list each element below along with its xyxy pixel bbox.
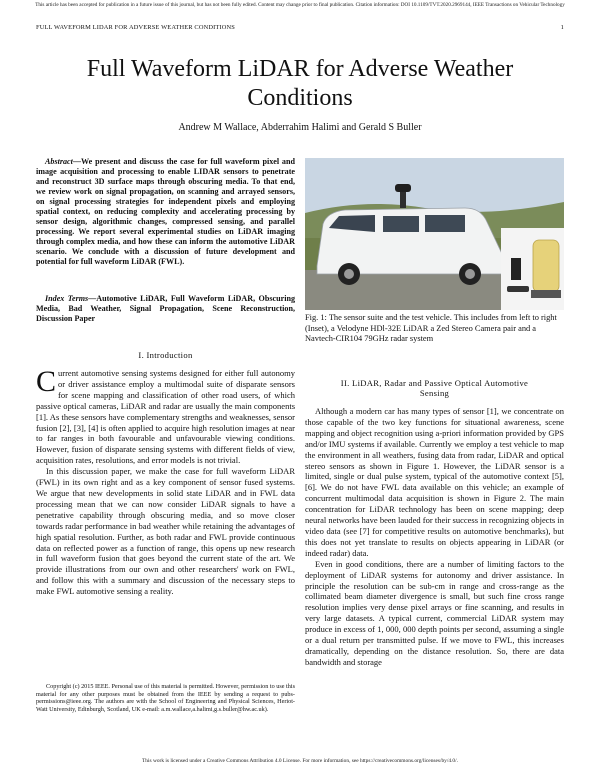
van-window bbox=[383, 216, 419, 232]
accepted-notice: This article has been accepted for publication in a future issue of this journal, but has not been fully edited. Content may change prior to final publication. Citation information: DOI 10.1109/TVT.2020.2969144, IEEE Transactions on Vehicular Technology bbox=[35, 2, 565, 8]
index-terms-label: Index Terms bbox=[45, 294, 89, 303]
section-1-heading: I. Introduction bbox=[138, 350, 193, 360]
copyright-note: Copyright (c) 2015 IEEE. Personal use of this material is permitted. However, permission to use this material for any other purposes must be obtained from the IEEE by sending a request to pubs-permissions@ieee.org. The authors are with the School of Engineering and Physical Sciences, Heriot-Watt University, Edinburgh, Scotland, UK e-mail: a.m.wallace,a.halimi,g.s.buller@hw.ac.uk). bbox=[36, 683, 295, 714]
abstract bbox=[36, 157, 295, 267]
license-footer: This work is licensed under a Creative Commons Attribution 4.0 License. For more information, see https://creativecommons.org/licenses/by/4.0/. bbox=[142, 758, 458, 764]
intro-paragraph-2: In this discussion paper, we make the case for full waveform LiDAR (FWL) in its own right and as a key component of sensor fused systems. We argue that new developments in solid state LiDAR and in FWL data processing mean that we can now consider LiDAR signals to have a penetrative capability through obscuring media, and so move closer towards radar performance in bad weather while retaining the advantages of high spatial resolution. Further, as both radar and FWL provide continuous data on reflected power as a function of range, this opens up new research in full waveform fusion that goes beyond the current state of the art. We provide illustrations from our own and other researchers' work on FWL, and follow this with a summary and discussion of the necessary steps to make FWL automotive sensing a reality. bbox=[36, 466, 295, 597]
running-header bbox=[36, 24, 564, 31]
running-title: FULL WAVEFORM LIDAR FOR ADVERSE WEATHER CONDITIONS bbox=[36, 24, 235, 31]
vehicle-photo-illustration bbox=[305, 158, 564, 310]
section-2-paragraph-2: Even in good conditions, there are a number of limiting factors to the deployment of LiDAR systems for autonomy and driver assistance. In principle the resolution can be sub-cm in range and cross-range as the collimated beam diameter divergence is small, but such fine cross range resolution implies very dense pixel arrays or fine scanning, and results in very large datasets. A typical current, commercial LiDAR system may produce in excess of 1, 000, 000 depth points per second, assuming a single or a dual return per transmitted pulse. If we move to FWL, this increases dramatically, depending on the distance resolution. So, there are data bandwidth and storage bbox=[305, 558, 564, 667]
paper-title: Full Waveform LiDAR for Adverse Weather Conditions bbox=[86, 56, 514, 111]
section-1-body bbox=[36, 365, 295, 597]
roof-lidar-mast bbox=[400, 190, 406, 208]
section-2-body bbox=[305, 406, 564, 668]
drop-cap: C bbox=[36, 365, 57, 398]
velodyne-lidar bbox=[511, 258, 521, 280]
figure-caption: Fig. 1: The sensor suite and the test vehicle. This includes from left to right (Inset), a Velodyne HDl-32E LiDAR a Zed Stereo Camera pair and a Navtech-CIR104 79GHz radar system bbox=[305, 313, 557, 344]
roof-lidar bbox=[395, 184, 411, 192]
abstract-label: Abstract bbox=[45, 157, 73, 166]
section-2-paragraph-1: Although a modern car has many types of sensor [1], we concentrate on those capable of the two key functions for situational awareness, scene mapping and object recognition using a-priori information provided by GPS and/or IMU systems if available. Currently we employ a test vehicle to map the environment in all weathers, fusing data from radar, LiDAR and optical stereo sensors as shown in Figure 1. However, the LiDAR sensor is a limited, single or dual pulse system, typical of the automotive context [5], [6]. We do not have FWL data available on this vehicle; an example of concurrent multimodal data acquisition is shown in Figure 2. The main concentration for LiDAR technology has been on scene mapping; deep neural networks have been lauded for their success in recognizing objects in video data (see [7] for competitive results on automotive benchmarks), but this does not yet translate to results on objects appearing in LiDAR (or indeed radar) data. bbox=[305, 406, 564, 558]
section-2-heading-line-2: Sensing bbox=[419, 388, 450, 398]
index-terms bbox=[36, 294, 295, 324]
van-rear-window bbox=[425, 215, 465, 232]
intro-paragraph-1: urrent automotive sensing systems designed for either full autonomy or driver assistance employ a multimodal suite of disparate sensors for scene mapping and classification of other road users, of which passive optical cameras, LiDAR and radar are usually the main components [1]. As these sensors have complementary strengths and weaknesses, sensor fusion [2], [3], [4] is often applied to acquire high resolution images at near to far ranges in both favourable and unfavourable viewing conditions. However, fusion of disparate sensing systems with different fields of view, acquisition rates, resolutions, and error models is not trivial. bbox=[36, 368, 295, 466]
index-terms-text: —Automotive LiDAR, Full Waveform LiDAR, Obscuring Media, Bad Weather, Signal Propagation, Scene Reconstruction, Discussion Paper bbox=[36, 294, 295, 323]
section-2-heading bbox=[305, 378, 564, 398]
navtech-radar bbox=[533, 240, 559, 292]
authors: Andrew M Wallace, Abderrahim Halimi and Gerald S Buller bbox=[178, 122, 422, 133]
page-number: 1 bbox=[560, 24, 564, 31]
stereo-camera bbox=[507, 286, 529, 292]
abstract-text: —We present and discuss the case for full waveform pixel and image acquisition and processing to enable LIDAR sensors to penetrate and reconstruct 3D surface maps through obscuring media. To that end, we review work on signal propagation, on scanning and arrayed sensors, on signal processing strategies for independent pixels and employing spatial context, on reducing complexity and accelerating processing by sensor design, algorithmic changes, compressed sensing, and parallel processing. We report several experimental studies on LiDAR imaging through complex media, and how these can inform the automotive LiDAR scenario. We conclude with a discussion of future development and potential for full waveform LiDAR (FWL). bbox=[36, 157, 295, 266]
figure-vehicle-photo bbox=[305, 158, 564, 310]
section-2-heading-line-1: II. LiDAR, Radar and Passive Optical Automotive bbox=[340, 378, 529, 388]
